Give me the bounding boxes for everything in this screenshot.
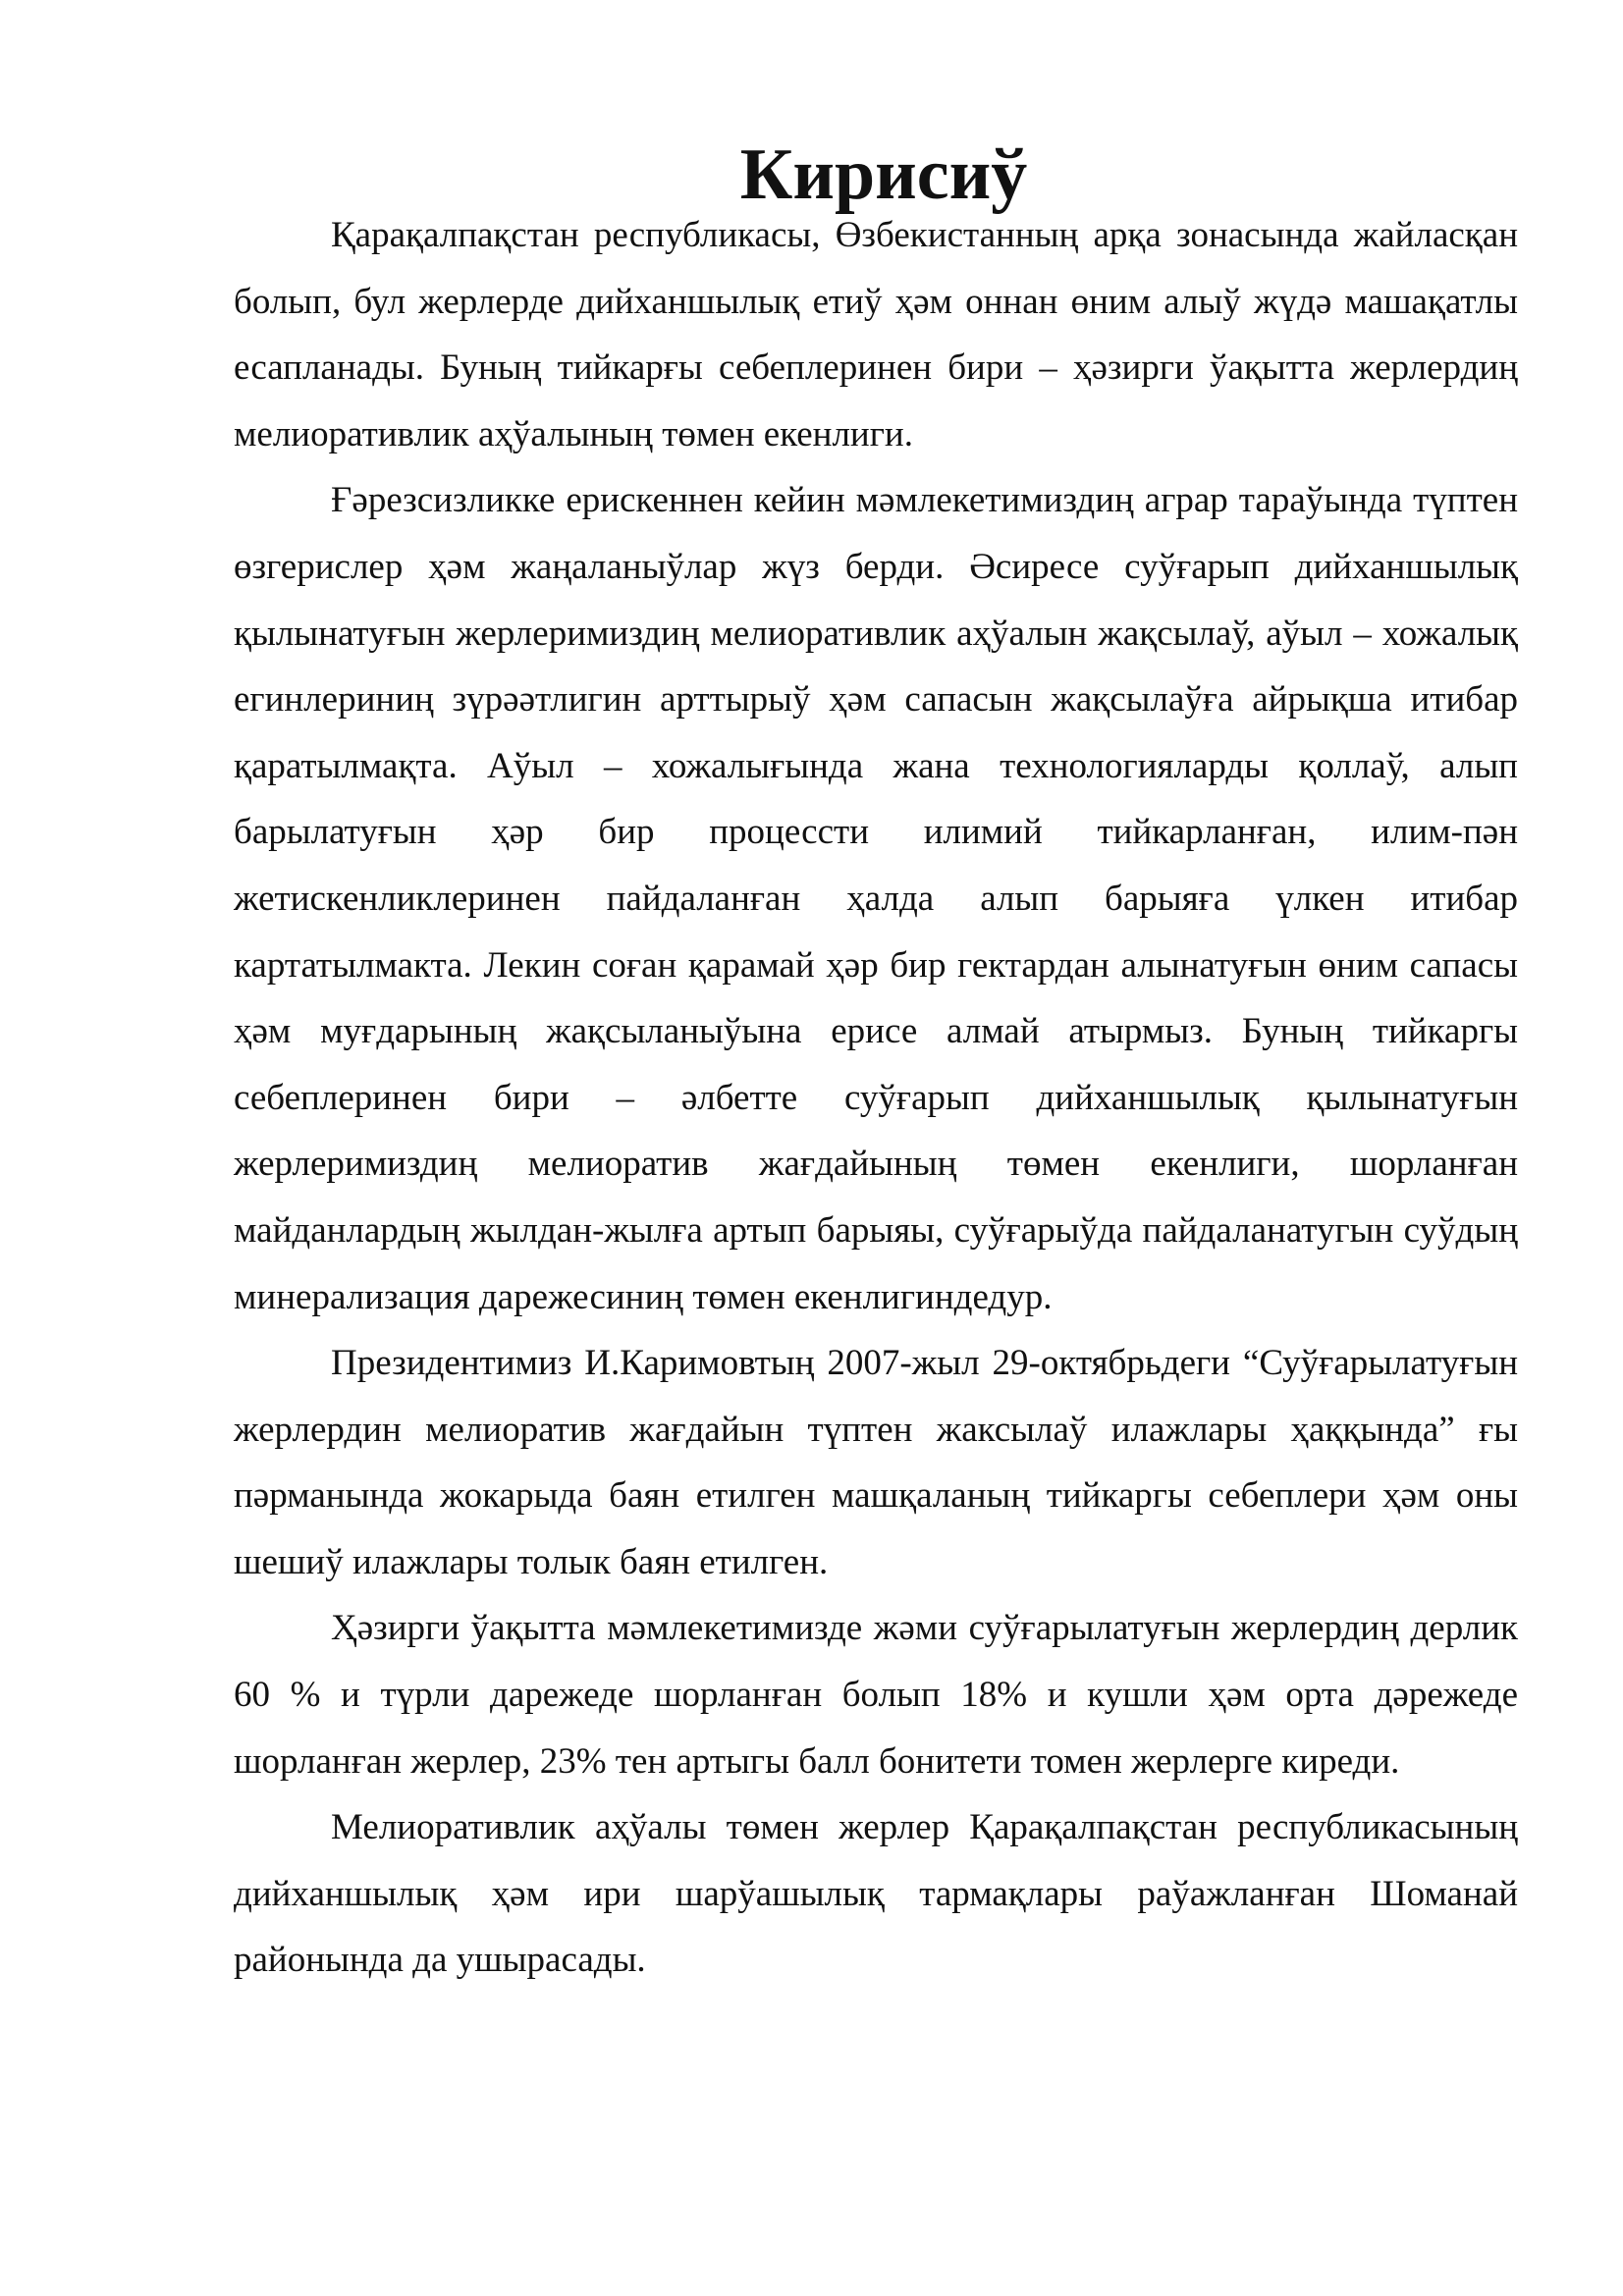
document-page [234,134,1518,1994]
paragraph-5: Мелиоративлик аҳўалы төмен жерлер Қарақалпақстан республикасының дийханшылық ҳәм ири шарўашылық тармақлары раўажланған Шоманай районында да ушырасады. [234,1807,1518,1981]
paragraph-1: Қарақалпақстан республикасы, Өзбекистанның арқа зонасында жайласқан болып, бул жерлерде дийханшылық етиў ҳәм оннан өним алыў жүдә машақатлы есапланады. Буның тийкарғы себеплеринен бири – ҳәзирги ўақытта жерлердиң мелиоративлик аҳўалының төмен екенлиги. [234,215,1518,454]
document-title: Кирисиў [739,134,1028,215]
paragraph-4: Ҳәзирги ўақытта мәмлекетимизде жәми суўғарылатуғын жерлердиң дерлик 60 % и түрли дарежеде шорланған болып 18% и кушли ҳәм орта дәрежеде шорланған жерлер, 23% тен артыгы балл бонитети томен жерлерге киреди. [234,1608,1518,1782]
paragraph-2: Ғәрезсизликке ерискеннен кейин мәмлекетимиздиң аграр тараўында түптен өзгерислер ҳәм жаңаланыўлар жүз берди. Әсиресе суўғарып дийханшылық қылынатуғын жерлеримиздиң мелиоративлик аҳўалын жақсылаў, аўыл – хожалық егинлериниң зүрәәтлигин арттырыў ҳәм сапасын жақсылаўға айрықша итибар қаратылмақта. Аўыл – хожалығында жана технологияларды қоллаў, алып барылатуғын ҳәр бир процессти илимий тийкарланған, илим-пән жетискенликлеринен пайдаланған ҳалда алып барыяға үлкен итибар картатылмакта. Лекин соған қарамай ҳәр бир гектардан алынатуғын өним сапасы ҳәм муғдарының жақсыланыўына ерисе алмай атырмыз. Буның тийкаргы себеплеринен бири – әлбетте суўғарып дийханшылық қылынатуғын жерлеримиздиң мелиоратив жағдайының төмен екенлиги, шорланған майданлардың жылдан-жылға артып барыяы, суўғарыўда пайдаланатугын суўдың минерализация дарежесиниң төмен екенлигиндедур. [234,480,1518,1317]
paragraph-3: Президентимиз И.Каримовтың 2007-жыл 29-октябрьдеги “Суўғарылатуғын жерлердин мелиоратив жағдайын түптен жаксылаў илажлары ҳаққында” ғы пәрманында жокарыда баян етилген машқаланың тийкаргы себеплери ҳәм оны шешиў илажлары толык баян етилген. [234,1343,1518,1582]
